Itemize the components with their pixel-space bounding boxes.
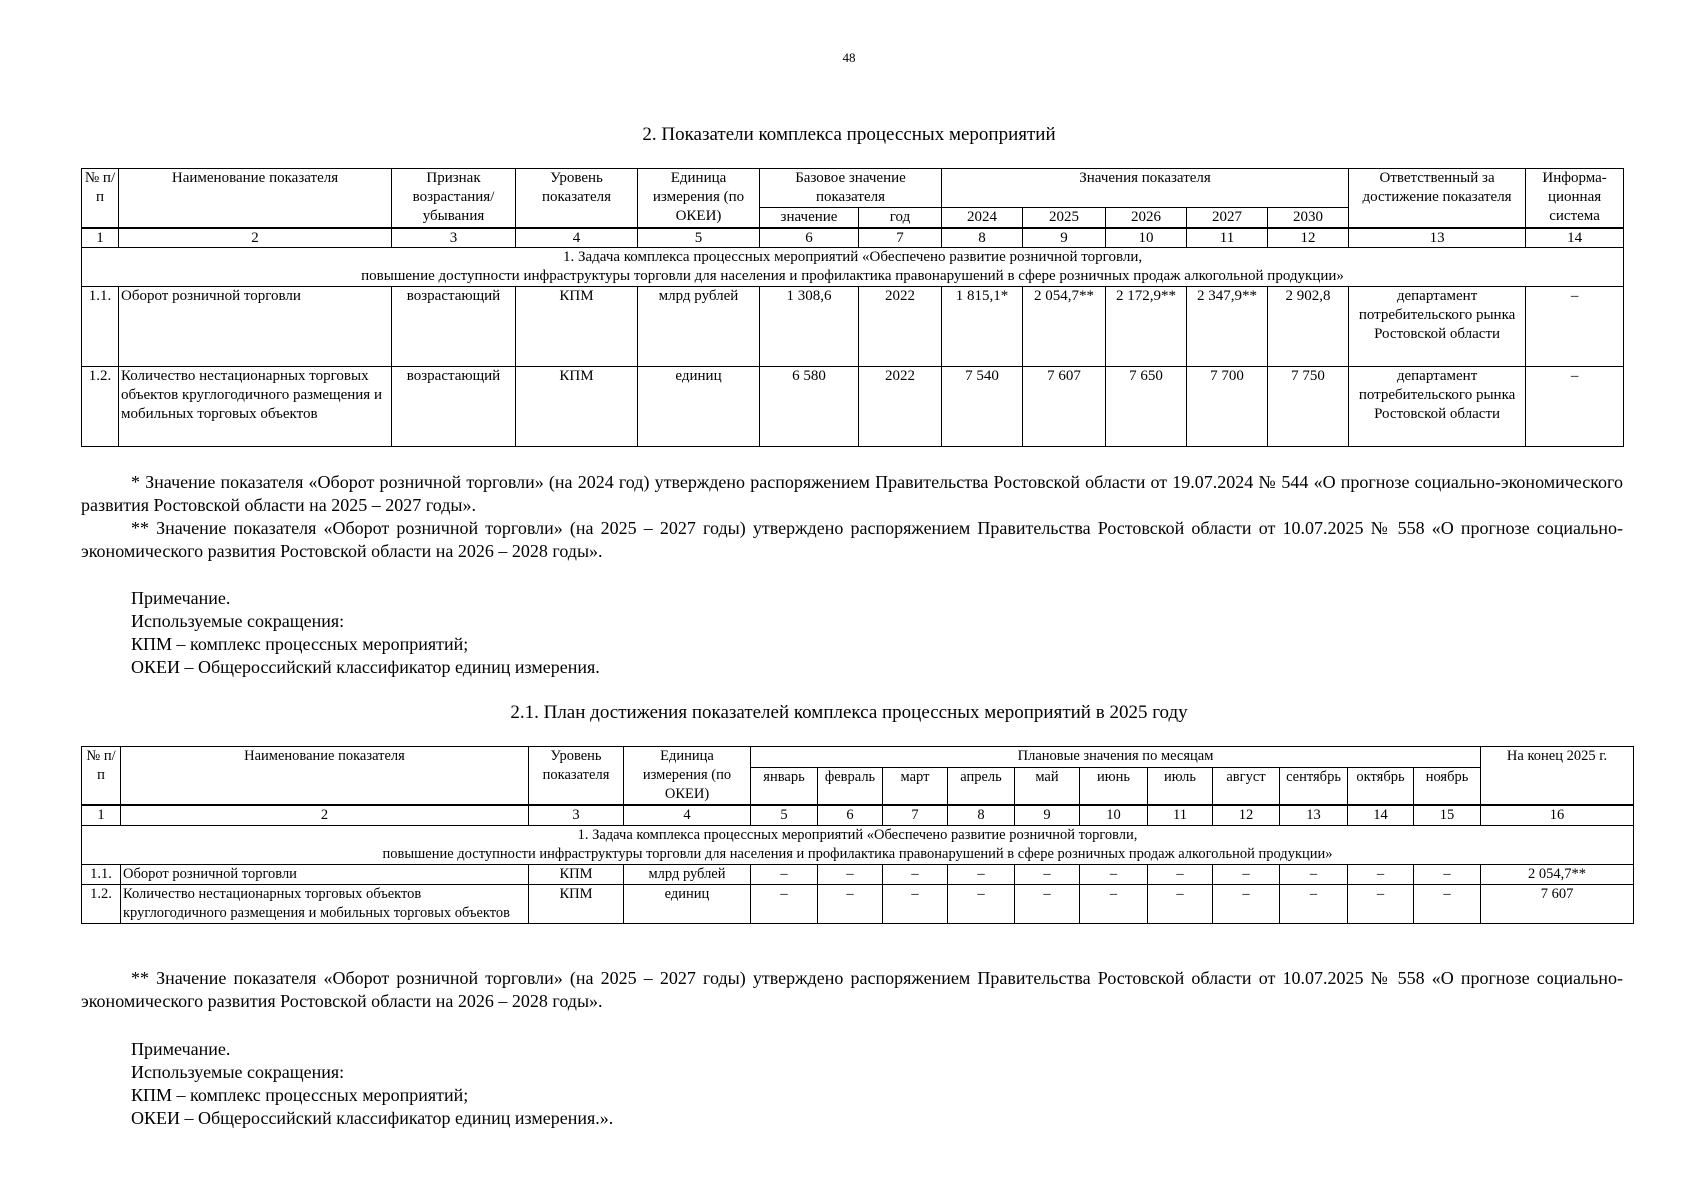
header-num: № п/п <box>82 747 121 806</box>
monthly-plan-table <box>81 746 1634 924</box>
row-month-value: – <box>948 885 1015 924</box>
note-line: Используемые сокращения: <box>131 1062 345 1082</box>
row-month-value: – <box>1213 865 1280 885</box>
header-name: Наименование показателя <box>119 169 392 229</box>
header-month: январь <box>751 767 818 805</box>
row-base-value: 1 308,6 <box>760 287 859 367</box>
col-number: 3 <box>529 805 624 826</box>
row-trend: возрастающий <box>392 287 516 367</box>
header-trend: Признак возрастания/ убывания <box>392 169 516 229</box>
header-year-end: На конец 2025 г. <box>1481 747 1634 806</box>
col-number: 8 <box>948 805 1015 826</box>
row-num: 1.1. <box>82 865 121 885</box>
column-numbers-row <box>82 228 1624 248</box>
task-cell <box>82 826 1634 865</box>
header-month: март <box>883 767 948 805</box>
col-number: 16 <box>1481 805 1634 826</box>
row-level: КПМ <box>516 287 638 367</box>
col-number: 11 <box>1187 228 1268 248</box>
row-month-value: – <box>1213 885 1280 924</box>
row-month-value: – <box>818 885 883 924</box>
col-number: 2 <box>119 228 392 248</box>
col-number: 1 <box>82 228 119 248</box>
row-value-2030: 7 750 <box>1268 367 1349 447</box>
header-month: октябрь <box>1348 767 1414 805</box>
note-line: Примечание. <box>131 588 231 608</box>
row-unit: единиц <box>624 885 751 924</box>
header-month: сентябрь <box>1280 767 1348 805</box>
header-unit: Единица измерения (по ОКЕИ) <box>638 169 760 229</box>
row-unit: единиц <box>638 367 760 447</box>
col-number: 8 <box>942 228 1023 248</box>
col-number: 2 <box>121 805 529 826</box>
row-value-2024: 1 815,1* <box>942 287 1023 367</box>
header-month: август <box>1213 767 1280 805</box>
task-row <box>82 826 1634 865</box>
col-number: 10 <box>1106 228 1187 248</box>
row-name: Оборот розничной торговли <box>121 865 529 885</box>
header-month: ноябрь <box>1414 767 1481 805</box>
header-row <box>82 747 1634 768</box>
col-number: 11 <box>1148 805 1213 826</box>
row-value-2027: 2 347,9** <box>1187 287 1268 367</box>
table-row <box>82 367 1624 447</box>
col-number: 5 <box>751 805 818 826</box>
row-month-value: – <box>1280 885 1348 924</box>
col-number: 13 <box>1280 805 1348 826</box>
header-year-2026: 2026 <box>1106 208 1187 229</box>
header-level: Уровень показателя <box>516 169 638 229</box>
row-num: 1.2. <box>82 885 121 924</box>
task-row <box>82 248 1624 287</box>
col-number: 14 <box>1526 228 1624 248</box>
col-number: 5 <box>638 228 760 248</box>
note-block <box>131 587 600 679</box>
row-month-value: – <box>948 865 1015 885</box>
col-number: 7 <box>859 228 942 248</box>
row-value-2025: 7 607 <box>1023 367 1106 447</box>
row-trend: возрастающий <box>392 367 516 447</box>
header-year-2030: 2030 <box>1268 208 1349 229</box>
col-number: 9 <box>1015 805 1080 826</box>
row-month-value: – <box>883 885 948 924</box>
row-value-2025: 2 054,7** <box>1023 287 1106 367</box>
row-month-value: – <box>1348 885 1414 924</box>
row-level: КПМ <box>529 865 624 885</box>
task-line: повышение доступности инфраструктуры торговли для населения и профилактика правонарушений в сфере розничных продаж алкогольной продукции» <box>382 846 1333 862</box>
section-title: 2.1. План достижения показателей комплекса процессных мероприятий в 2025 году <box>510 702 1188 723</box>
row-base-value: 6 580 <box>760 367 859 447</box>
header-base-value: значение <box>760 208 859 229</box>
indicators-table <box>81 168 1624 447</box>
header-month: май <box>1015 767 1080 805</box>
row-unit: млрд рублей <box>638 287 760 367</box>
row-level: КПМ <box>516 367 638 447</box>
header-num: № п/п <box>82 169 119 229</box>
col-number: 10 <box>1080 805 1148 826</box>
header-year-2025: 2025 <box>1023 208 1106 229</box>
row-value-2030: 2 902,8 <box>1268 287 1349 367</box>
row-month-value: – <box>1015 865 1080 885</box>
table-row <box>82 865 1634 885</box>
header-planned: Плановые значения по месяцам <box>751 747 1481 768</box>
row-info: – <box>1526 287 1624 367</box>
task-cell <box>82 248 1624 287</box>
header-month: июль <box>1148 767 1213 805</box>
col-number: 9 <box>1023 228 1106 248</box>
footnote-text: ** Значение показателя «Оборот розничной торговли» (на 2025 – 2027 годы) утверждено распоряжением Правительства Ростовской области от 10.07.2025 № 558 «О прогнозе социально-экономического развития Ростовской области на 2026 – 2028 годы». <box>81 518 1623 561</box>
row-month-value: – <box>818 865 883 885</box>
row-month-value: – <box>1080 865 1148 885</box>
col-number: 12 <box>1213 805 1280 826</box>
table-row <box>82 287 1624 367</box>
row-month-value: – <box>1148 885 1213 924</box>
col-number: 14 <box>1348 805 1414 826</box>
row-responsible: департамент потребительского рынка Ростовской области <box>1349 367 1526 447</box>
note-line: Примечание. <box>131 1039 231 1059</box>
row-month-value: – <box>1414 885 1481 924</box>
task-line: 1. Задача комплекса процессных мероприятий «Обеспечено развитие розничной торговли, <box>562 249 1143 265</box>
row-num: 1.2. <box>82 367 119 447</box>
row-month-value: – <box>1348 865 1414 885</box>
column-numbers-row <box>82 805 1634 826</box>
note-line: Используемые сокращения: <box>131 611 345 631</box>
header-month: апрель <box>948 767 1015 805</box>
header-responsible: Ответственный за достижение показателя <box>1349 169 1526 229</box>
row-month-value: – <box>1280 865 1348 885</box>
header-month: февраль <box>818 767 883 805</box>
row-value-2024: 7 540 <box>942 367 1023 447</box>
header-year-2024: 2024 <box>942 208 1023 229</box>
header-values: Значения показателя <box>942 169 1349 208</box>
row-name: Оборот розничной торговли <box>119 287 392 367</box>
section-title: 2. Показатели комплекса процессных мероприятий <box>642 124 1056 145</box>
task-line: 1. Задача комплекса процессных мероприятий «Обеспечено развитие розничной торговли, <box>577 827 1138 843</box>
header-year-2027: 2027 <box>1187 208 1268 229</box>
row-level: КПМ <box>529 885 624 924</box>
header-unit: Единица измерения (по ОКЕИ) <box>624 747 751 806</box>
footnote <box>81 471 1623 517</box>
row-base-year: 2022 <box>859 287 942 367</box>
header-month: июнь <box>1080 767 1148 805</box>
row-month-value: – <box>751 885 818 924</box>
row-info: – <box>1526 367 1624 447</box>
header-base-year: год <box>859 208 942 229</box>
row-name: Количество нестационарных торговых объектов круглогодичного размещения и мобильных торговых объектов <box>119 367 392 447</box>
col-number: 12 <box>1268 228 1349 248</box>
note-line: ОКЕИ – Общероссийский классификатор единиц измерения. <box>131 657 600 677</box>
page-number: 48 <box>842 50 856 65</box>
row-month-value: – <box>751 865 818 885</box>
row-responsible: департамент потребительского рынка Ростовской области <box>1349 287 1526 367</box>
footnote <box>81 967 1623 1013</box>
row-base-year: 2022 <box>859 367 942 447</box>
col-number: 6 <box>760 228 859 248</box>
note-line: КПМ – комплекс процессных мероприятий; <box>131 634 469 654</box>
header-base: Базовое значение показателя <box>760 169 942 208</box>
col-number: 3 <box>392 228 516 248</box>
row-year-end: 7 607 <box>1481 885 1634 924</box>
row-month-value: – <box>883 865 948 885</box>
row-name: Количество нестационарных торговых объектов круглогодичного размещения и мобильных торговых объектов <box>121 885 529 924</box>
row-year-end: 2 054,7** <box>1481 865 1634 885</box>
row-value-2027: 7 700 <box>1187 367 1268 447</box>
footnote-text: ** Значение показателя «Оборот розничной торговли» (на 2025 – 2027 годы) утверждено распоряжением Правительства Ростовской области от 10.07.2025 № 558 «О прогнозе социально-экономического развития Ростовской области на 2026 – 2028 годы». <box>81 968 1623 1011</box>
row-value-2026: 2 172,9** <box>1106 287 1187 367</box>
row-unit: млрд рублей <box>624 865 751 885</box>
row-month-value: – <box>1148 865 1213 885</box>
footnote <box>81 517 1623 563</box>
header-info: Информа-ционная система <box>1526 169 1624 229</box>
row-month-value: – <box>1015 885 1080 924</box>
note-block <box>131 1038 613 1130</box>
row-month-value: – <box>1414 865 1481 885</box>
row-num: 1.1. <box>82 287 119 367</box>
col-number: 6 <box>818 805 883 826</box>
col-number: 4 <box>624 805 751 826</box>
col-number: 7 <box>883 805 948 826</box>
col-number: 15 <box>1414 805 1481 826</box>
row-value-2026: 7 650 <box>1106 367 1187 447</box>
table-row <box>82 885 1634 924</box>
task-line: повышение доступности инфраструктуры торговли для населения и профилактика правонарушений в сфере розничных продаж алкогольной продукции» <box>361 268 1344 284</box>
note-line: ОКЕИ – Общероссийский классификатор единиц измерения.». <box>131 1108 614 1128</box>
header-level: Уровень показателя <box>529 747 624 806</box>
note-line: КПМ – комплекс процессных мероприятий; <box>131 1085 469 1105</box>
header-name: Наименование показателя <box>121 747 529 806</box>
col-number: 4 <box>516 228 638 248</box>
row-month-value: – <box>1080 885 1148 924</box>
col-number: 1 <box>82 805 121 826</box>
col-number: 13 <box>1349 228 1526 248</box>
footnote-text: * Значение показателя «Оборот розничной торговли» (на 2024 год) утверждено распоряжением Правительства Ростовской области от 19.07.2024 № 544 «О прогнозе социально-экономического развития Ростовской области на 2025 – 2027 годы». <box>81 472 1623 515</box>
